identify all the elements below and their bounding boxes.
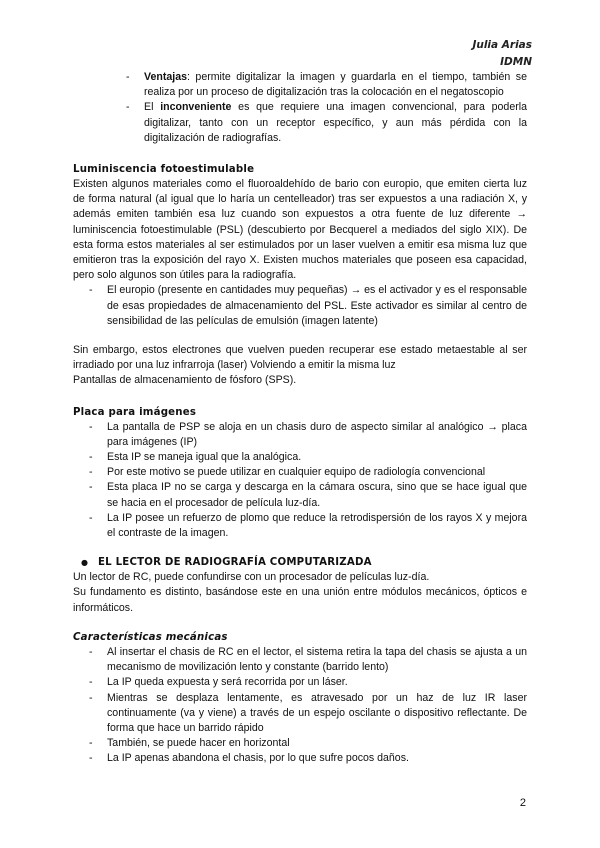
list-item: - La IP apenas abandona el chasis, por lo que sufre pocos daños.: [73, 751, 527, 766]
list-item: - Por este motivo se puede utilizar en cualquier equipo de radiología convencional: [73, 465, 527, 480]
list-item: - La IP queda expuesta y será recorrida por un láser.: [73, 675, 527, 690]
section-heading: ● EL LECTOR DE RADIOGRAFÍA COMPUTARIZADA: [73, 555, 527, 570]
paragraph: Un lector de RC, puede confundirse con un procesador de películas luz-día.: [73, 571, 430, 584]
list-item: [73, 100, 527, 146]
list-item: - El europio (presente en cantidades muy pequeñas) → es el activador y es el responsable de esas propiedades de almacenamiento del PSL. Este activador es similar al centro de sensibilidad de las películas de emulsión (imagen latente): [73, 283, 527, 329]
item-text: : permite digitalizar la imagen y guardarla en el tiempo, también se realiza por un proceso de digitalización tras la colocación en el negatoscopio: [144, 71, 527, 99]
list-item: [73, 70, 527, 100]
author-name: Julia Arias: [472, 39, 532, 51]
bullet-list: [73, 283, 527, 329]
paragraph: Pantallas de almacenamiento de fósforo (SPS).: [73, 374, 297, 387]
item-bold: Ventajas: [144, 71, 187, 83]
item-text: es que requiere una imagen convencional, para poderla digitalizar, tanto con un receptor específico, y aun más pérdida con la digitalización de radiografías.: [144, 101, 527, 144]
list-item: - Mientras se desplaza lentamente, es atravesado por un haz de luz IR laser continuamente (va y viene) a través de un espejo oscilante o dispositivo reflectante. De forma que hace un barrido rápido: [73, 691, 527, 737]
list-item: - Esta IP se maneja igual que la analógica.: [73, 450, 527, 465]
page-number: 2: [519, 797, 526, 809]
list-item: - Esta placa IP no se carga y descarga en la cámara oscura, sino que se hace igual que se hacia en el procesador de película luz-día.: [73, 480, 527, 510]
course-name: IDMN: [500, 56, 532, 68]
item-bold: inconveniente: [160, 101, 232, 114]
page-header: [472, 37, 532, 71]
list-item: - La pantalla de PSP se aloja en un chasis duro de aspecto similar al analógico → placa para imágenes (IP): [73, 420, 527, 450]
list-item: - También, se puede hacer en horizontal: [73, 736, 527, 751]
paragraph: Sin embargo, estos electrones que vuelven pueden recuperar ese estado metaestable al ser irradiado por una luz infrarroja (laser) Volviendo a emitir la misma luz: [73, 344, 527, 372]
page-content: [73, 70, 527, 767]
bullet-list: [73, 420, 527, 542]
list-item: - Al insertar el chasis de RC en el lector, el sistema retira la tapa del chasis se ajusta a un mecanismo de movilización lento y constante (barrido lento): [73, 645, 527, 675]
paragraph: Su fundamento es distinto, basándose este en una unión entre módulos mecánicos, ópticos e informáticos.: [73, 586, 527, 614]
section-heading: Características mecánicas: [73, 631, 228, 643]
paragraph: Existen algunos materiales como el fluoroaldehído de bario con europio, que emiten cierta luz de forma natural (al igual que lo haría un centelleador) tras ser expuestos a una radiación X, y además emiten también esa luz cuando son expuestos a otra fuente de luz diferente → luminiscencia fotoestimulable (PSL) (descubierto por Becquerel a mediados del siglo XIX). De esta forma estos materiales al ser estimulados por un laser vuelven a emitir esa misma luz que emitieron tras la exposición del rayo X. Existen muchos materiales que poseen esa capacidad, pero solo algunos son útiles para la radiografía.: [73, 178, 527, 282]
intro-list: [73, 70, 527, 146]
bullet-list: [73, 645, 527, 767]
section-heading: Luminiscencia fotoestimulable: [73, 164, 255, 176]
item-pre: El: [144, 101, 161, 114]
list-item: - La IP posee un refuerzo de plomo que reduce la retrodispersión de los rayos X y mejora el contraste de la imagen.: [73, 511, 527, 541]
section-heading: Placa para imágenes: [73, 406, 197, 418]
